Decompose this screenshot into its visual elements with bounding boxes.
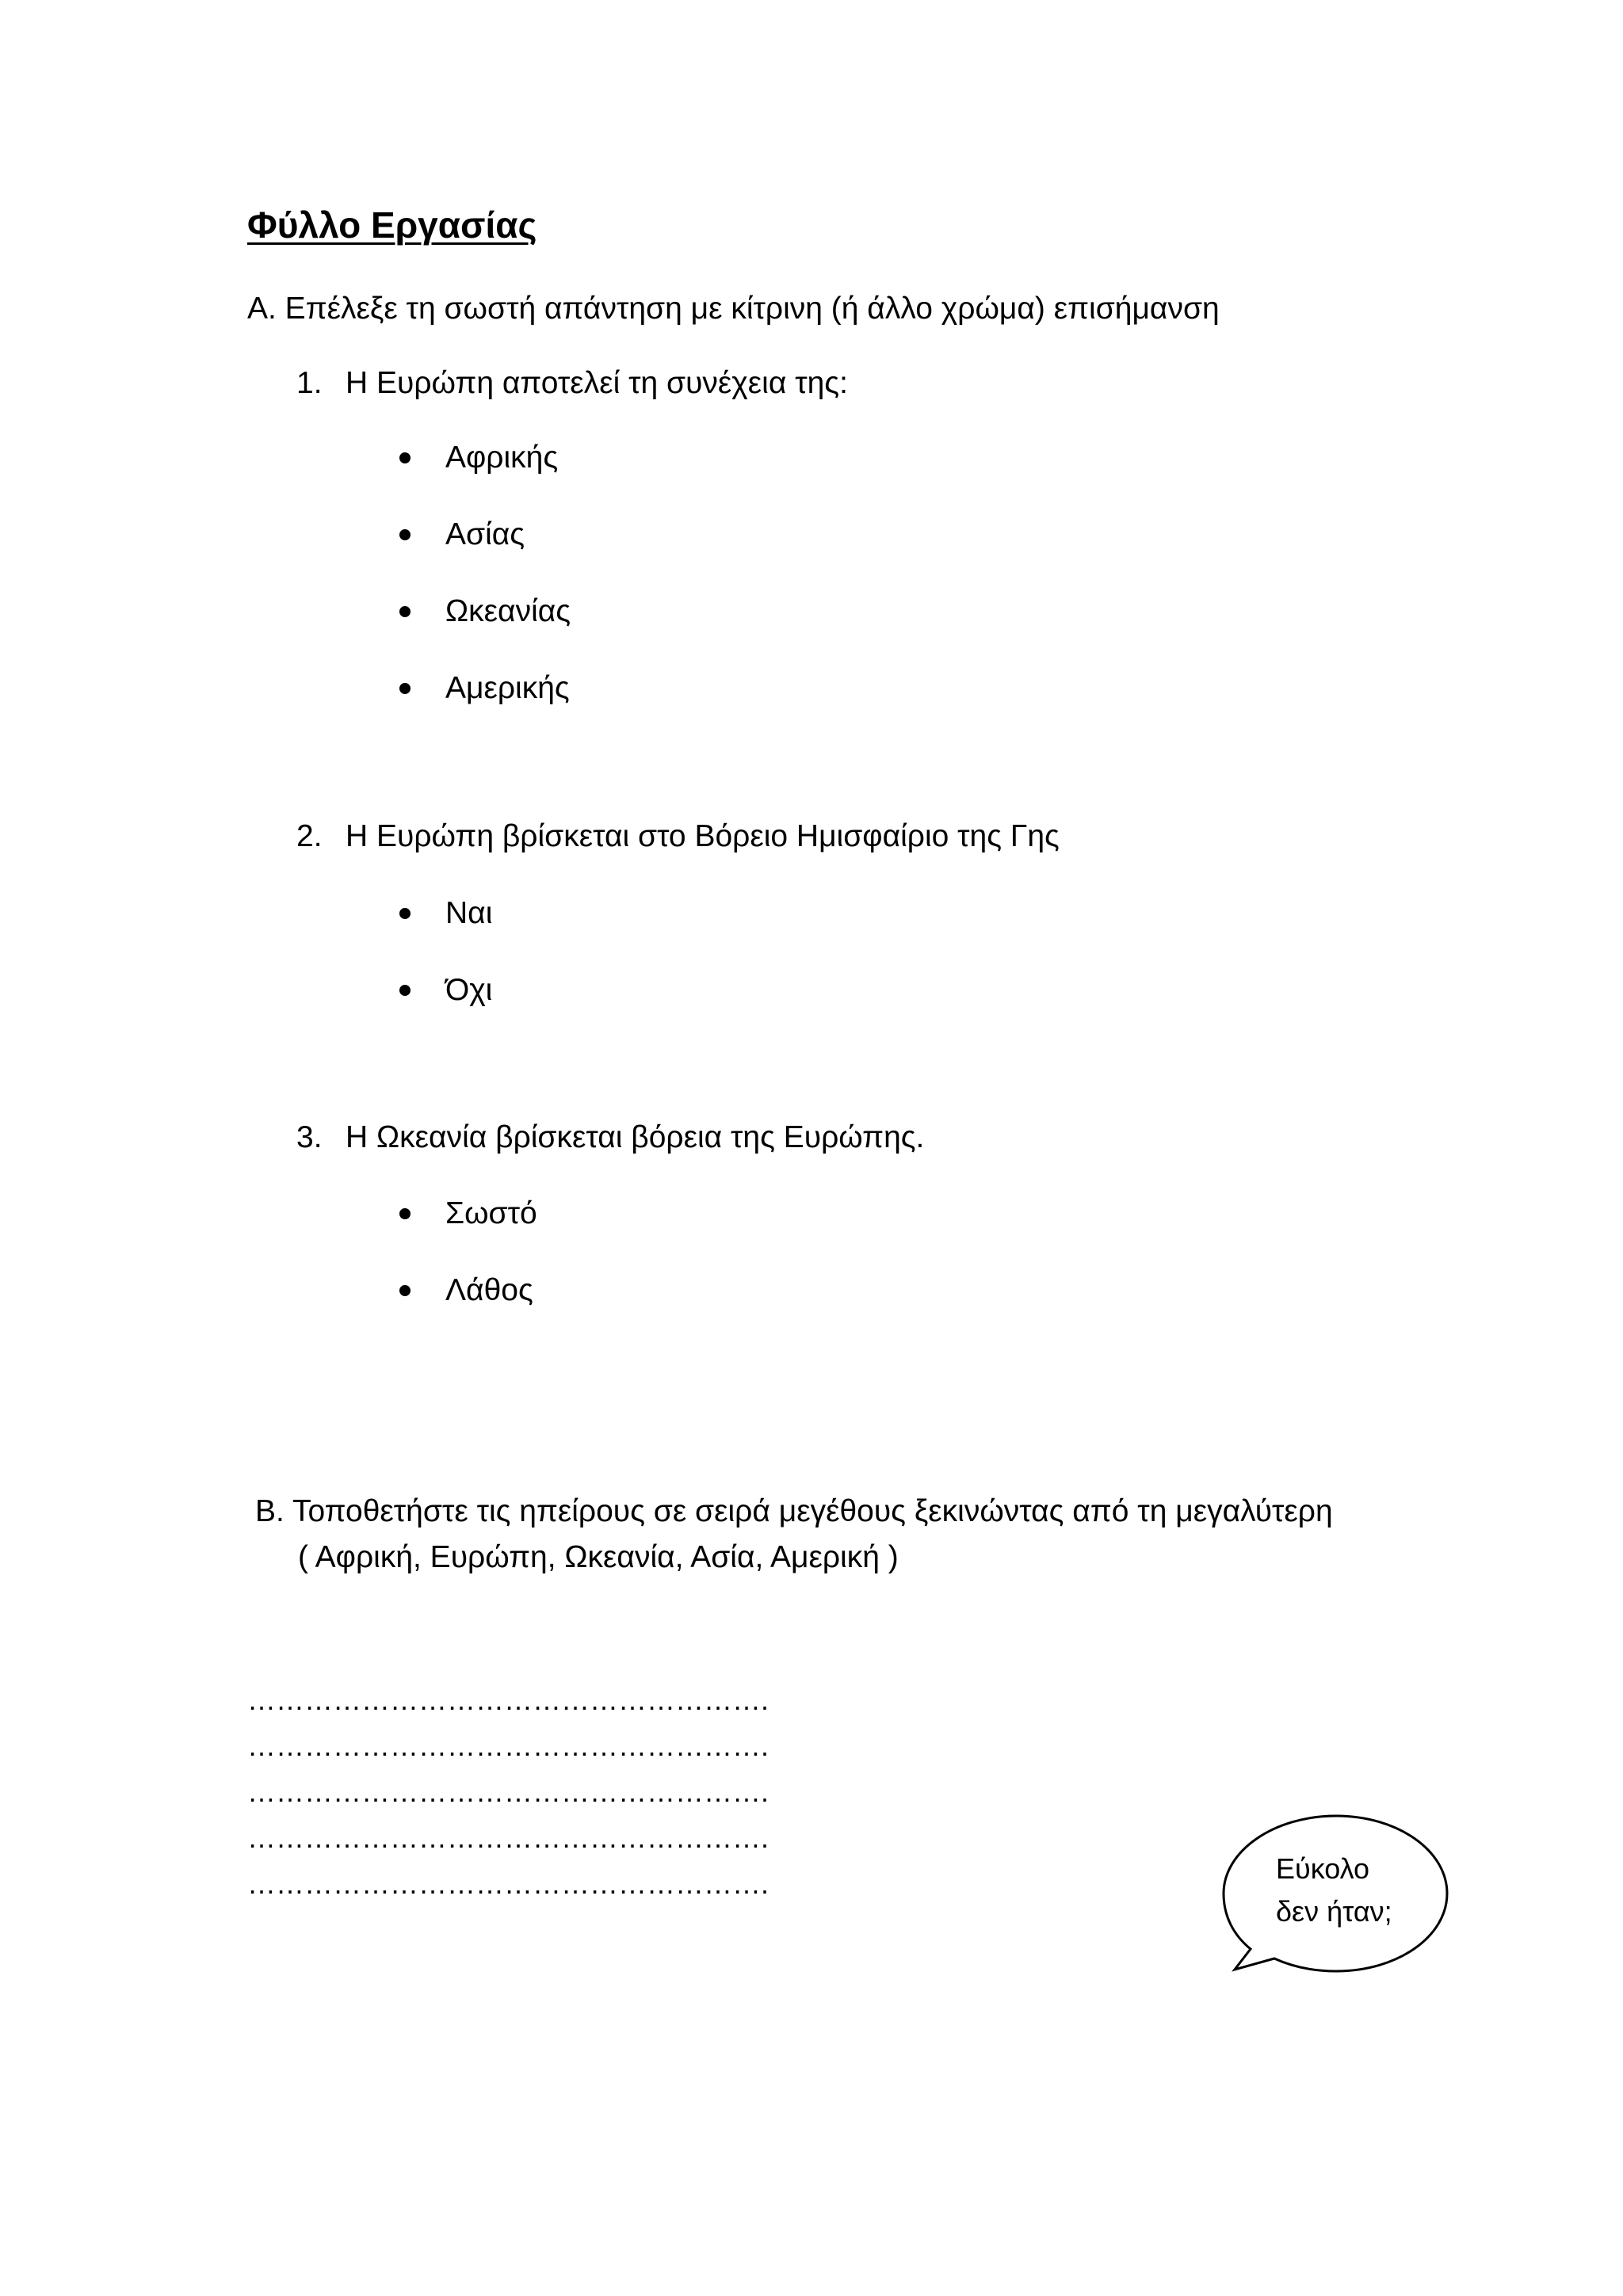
question-3-number: 3.	[296, 1120, 323, 1154]
question-1-text: Η Ευρώπη αποτελεί τη συνέχεια της:	[346, 366, 848, 400]
speech-bubble-line-2: δεν ήταν;	[1276, 1895, 1392, 1928]
question-1-number: 1.	[296, 366, 323, 400]
question-1-option-1: Αφρικής	[445, 441, 559, 475]
question-2-number: 2.	[296, 819, 323, 853]
question-1-option-4: Αμερικής	[445, 671, 570, 705]
bullet-icon	[399, 1285, 411, 1296]
question-3-option-2: Λάθος	[445, 1273, 533, 1307]
question-2-text: Η Ευρώπη βρίσκεται στο Βόρειο Ημισφαίριο της Γης	[346, 819, 1060, 853]
question-2-option-1: Ναι	[445, 896, 493, 930]
answer-line-5: ……………………………………………….	[247, 1867, 769, 1900]
bullet-icon	[399, 606, 411, 617]
answer-line-1: ……………………………………………….	[247, 1684, 769, 1716]
answer-line-3: ……………………………………………….	[247, 1775, 769, 1808]
section-b-prompt: Β. Τοποθετήστε τις ηπείρους σε σειρά μεγέθους ξεκινώντας από τη μεγαλύτερη	[255, 1494, 1333, 1528]
section-b-continent-list: ( Αφρική, Ευρώπη, Ωκεανία, Ασία, Αμερική )	[298, 1540, 899, 1574]
question-3-option-1: Σωστό	[445, 1196, 537, 1230]
answer-line-4: ……………………………………………….	[247, 1821, 769, 1854]
bullet-icon	[399, 452, 411, 463]
answer-line-2: ……………………………………………….	[247, 1730, 769, 1762]
question-2-option-2: Όχι	[445, 973, 493, 1007]
bullet-icon	[399, 529, 411, 540]
section-a-prompt: Α. Επέλεξε τη σωστή απάντηση με κίτρινη (ή άλλο χρώμα) επισήμανση	[247, 292, 1220, 326]
question-1-option-2: Ασίας	[445, 517, 525, 551]
question-1-option-3: Ωκεανίας	[445, 594, 571, 628]
bullet-icon	[399, 908, 411, 919]
bullet-icon	[399, 683, 411, 694]
bullet-icon	[399, 1208, 411, 1219]
page-title: Φύλλο Εργασίας	[247, 204, 537, 246]
speech-bubble-line-1: Εύκολο	[1276, 1852, 1370, 1885]
speech-bubble	[1217, 1813, 1455, 1979]
bullet-icon	[399, 985, 411, 996]
question-3-text: Η Ωκεανία βρίσκεται βόρεια της Ευρώπης.	[346, 1120, 925, 1154]
